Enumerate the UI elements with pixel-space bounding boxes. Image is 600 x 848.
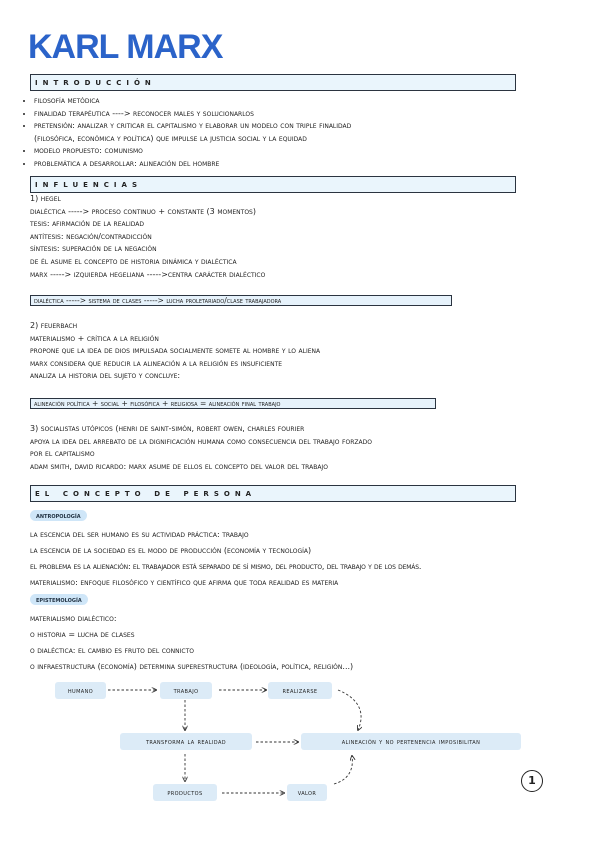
hegel-line: síntesis: superación de la negación xyxy=(30,244,157,254)
document-title: KARL MARX xyxy=(28,28,223,66)
section-heading-persona: el concepto de persona xyxy=(30,485,516,502)
node-productos: productos xyxy=(153,784,217,801)
hegel-line: 1) hegel xyxy=(30,194,61,203)
node-realizarse: realizarse xyxy=(268,682,332,699)
arrow-realizarse-alineacion xyxy=(338,690,361,730)
antropologia-label: antropología xyxy=(30,510,87,521)
node-transforma-realidad: transforma la realidad xyxy=(120,733,252,750)
hegel-line: antítesis: negación/contradicción xyxy=(30,231,152,241)
hegel-line: dialéctica -----> proceso continuo + constante (3 momentos) xyxy=(30,206,256,216)
antropologia-line: la escencia del ser humano es su actividad práctica: trabajo xyxy=(30,530,249,539)
section-heading-influencias: influencias xyxy=(30,176,516,193)
intro-bullet: • filosofía metódica xyxy=(34,95,594,108)
page-number: 1 xyxy=(521,770,543,792)
feuerbach-line: materialismo + crítica a la religión xyxy=(30,333,159,343)
socialistas-line: 3) socialistas utópicos (henri de saint-simón, robert owen, charles fourier xyxy=(30,424,305,433)
socialistas-line: adam smith, david ricardo: marx asume de ellos el concepto del valor del trabajo xyxy=(30,461,328,471)
hegel-summary-box: dialéctica -----> sistema de clases -----> lucha proletariado/clase trabajadora xyxy=(30,295,452,306)
feuerbach-line: analiza la historia del sujeto y concluye: xyxy=(30,371,181,381)
hegel-line: marx -----> izquierda hegeliana ----->centra carácter dialéctico xyxy=(30,269,266,279)
intro-bullet: • pretensión: analizar y criticar el capitalismo y elaborar un modelo con triple finalidad xyxy=(34,120,594,133)
intro-bullet: • problemática a desarrollar: alineación del hombre xyxy=(34,158,594,171)
epistemologia-line: o infraestructura (economía) determina superestructura (ideología, política, religión...) xyxy=(30,662,354,671)
node-valor: valor xyxy=(287,784,327,801)
feuerbach-summary-box: alineación política + social + filosófica + religiosa = alineación final trabajo xyxy=(30,398,436,409)
section-heading-introduccion: introducción xyxy=(30,74,516,91)
feuerbach-line: propone que la idea de dios impulsada socialmente somete al hombre y lo aliena xyxy=(30,346,321,356)
hegel-line: tesis: afirmación de la realidad xyxy=(30,219,144,229)
intro-bullet-continuation: (filosófica, económica y política) que impulse la justicia social y la equidad xyxy=(34,133,307,143)
antropologia-line: el problema es la alienación: el trabajador está separado de sí mismo, del producto, del trabajo y de los demás. xyxy=(30,562,422,571)
epistemologia-line: o dialéctica: el cambio es fruto del connicto xyxy=(30,646,194,655)
intro-bullet: • modelo propuesto: comunismo xyxy=(34,145,594,158)
epistemologia-line: o historia = lucha de clases xyxy=(30,630,135,639)
feuerbach-line: 2) feuerbach xyxy=(30,321,78,330)
hegel-line: de él asume el concepto de historia dinámica y dialéctica xyxy=(30,256,237,266)
node-humano: humano xyxy=(55,682,106,699)
intro-bullet: • finalidad terapéutica ----> reconocer males y solucionarlos xyxy=(34,108,594,121)
epistemologia-label: epistemología xyxy=(30,594,88,605)
antropologia-line: la escencia de la sociedad es el modo de producción (economía y tecnología) xyxy=(30,546,312,555)
antropologia-line: materialismo: enfoque filosófico y científico que afirma que toda realidad es materia xyxy=(30,578,339,587)
arrow-valor-alineacion xyxy=(334,756,352,784)
epistemologia-line: materialismo dialéctico: xyxy=(30,614,117,623)
node-trabajo: trabajo xyxy=(160,682,212,699)
socialistas-line: apoya la idea del arrebato de la dignificación humana como consecuencia del trabajo forzado xyxy=(30,436,372,446)
socialistas-line: por el capitalismo xyxy=(30,449,95,459)
feuerbach-line: marx considera que reducir la alineación a la religión es insuficiente xyxy=(30,358,283,368)
node-alineacion: alineación y no pertenencia imposibilitan xyxy=(301,733,521,750)
